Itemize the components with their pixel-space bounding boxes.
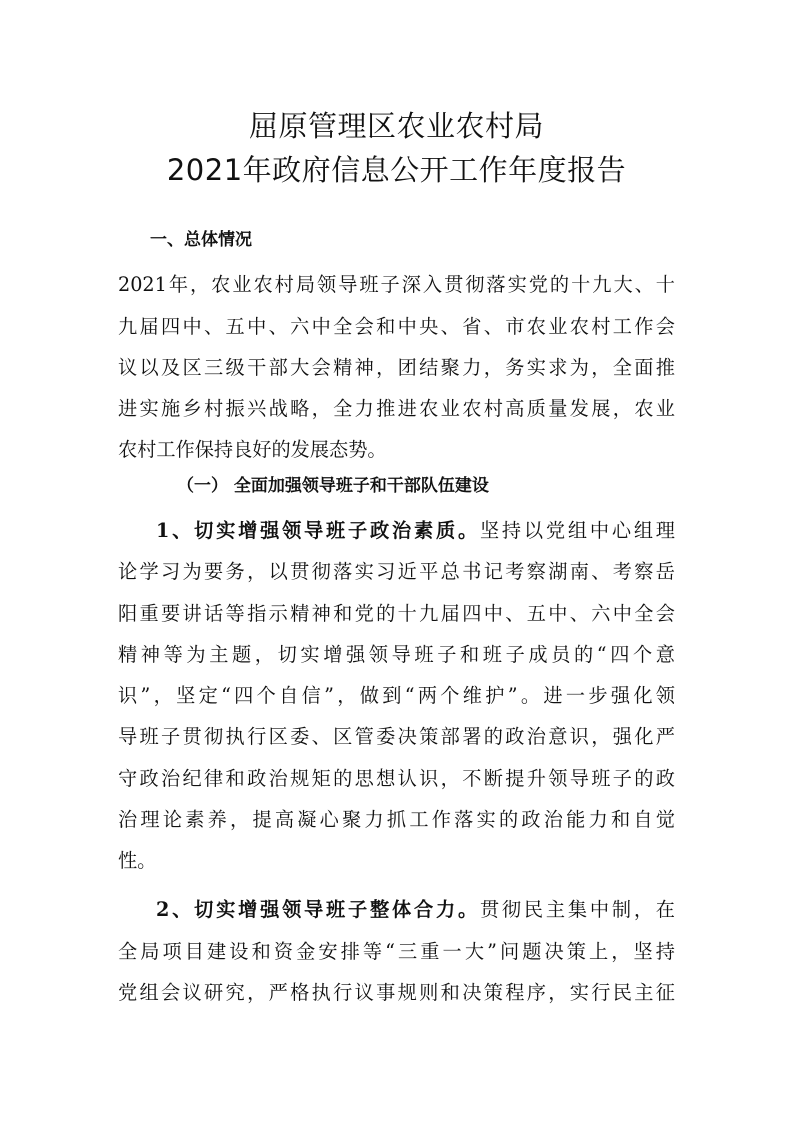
- item2-line: 全局项目建设和资金安排等“三重一大”问题决策上，坚持: [118, 940, 675, 963]
- item1-first-line-text: 坚持以党组中心组理: [479, 519, 675, 542]
- intro-paragraph-line: 进实施乡村振兴战略，全力推进农业农村高质量发展，农业: [118, 397, 675, 420]
- document-title-line2: 2021年政府信息公开工作年度报告: [166, 153, 627, 187]
- intro-paragraph-line: 议以及区三级干部大会精神，团结聚力，务实求为，全面推: [118, 356, 675, 379]
- item1-line: 性。: [118, 849, 157, 872]
- section-heading-overview: 一、总体情况: [150, 230, 252, 250]
- intro-paragraph-line: 2021年，农业农村局领导班子深入贯彻落实党的十九大、十: [118, 273, 675, 296]
- item1-line: 识”，坚定“四个自信”，做到“两个维护”。进一步强化领: [118, 684, 675, 707]
- item1-line: 论学习为要务，以贯彻落实习近平总书记考察湖南、考察岳: [118, 560, 675, 583]
- item2-first-line: [156, 895, 675, 922]
- item1-line: 导班子贯彻执行区委、区管委决策部署的政治意识，强化严: [118, 725, 675, 748]
- item1-line: 治理论素养，提高凝心聚力抓工作落实的政治能力和自觉: [118, 808, 675, 831]
- item2-line: 党组会议研究，严格执行议事规则和决策程序，实行民主征: [118, 981, 675, 1004]
- item2-lead: 2、切实增强领导班子整体合力。: [156, 898, 480, 921]
- intro-paragraph-line: 农村工作保持良好的发展态势。: [118, 438, 387, 461]
- item1-line: 守政治纪律和政治规矩的思想认识，不断提升领导班子的政: [118, 767, 675, 790]
- item1-line: 精神等为主题，切实增强领导班子和班子成员的“四个意: [118, 643, 675, 666]
- document-title-line1: 屈原管理区农业农村局: [248, 109, 544, 143]
- item1-lead: 1、切实增强领导班子政治素质。: [156, 519, 480, 542]
- intro-paragraph-line: 九届四中、五中、六中全会和中央、省、市农业农村工作会: [118, 315, 675, 338]
- item1-line: 阳重要讲话等指示精神和党的十九届四中、五中、六中全会: [118, 602, 675, 625]
- item1-first-line: [156, 516, 675, 543]
- item2-first-line-text: 贯彻民主集中制，在: [479, 898, 675, 921]
- subsection-heading-leadership: （一） 全面加强领导班子和干部队伍建设: [177, 476, 489, 496]
